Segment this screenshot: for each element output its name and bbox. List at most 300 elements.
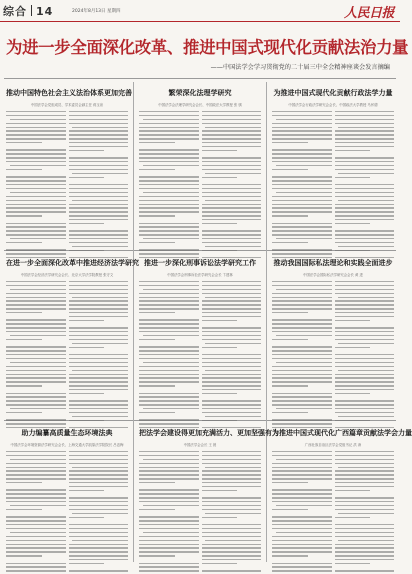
text-line (139, 463, 199, 464)
text-line (202, 381, 262, 382)
text-line (6, 509, 42, 510)
text-line (272, 516, 332, 517)
text-line (272, 536, 332, 537)
text-line (69, 528, 129, 529)
text-line (202, 374, 262, 375)
text-line (139, 223, 199, 224)
text-line (276, 459, 332, 460)
text-line (139, 544, 199, 545)
text-line (272, 566, 332, 567)
text-line (10, 192, 66, 193)
text-line (202, 474, 262, 475)
text-column (335, 451, 395, 574)
text-line (202, 509, 262, 510)
text-line (6, 370, 66, 371)
text-line (335, 470, 395, 471)
text-line (6, 223, 66, 224)
text-line (205, 416, 261, 417)
text-line (272, 312, 308, 313)
text-line (202, 528, 262, 529)
article-body (272, 281, 394, 431)
text-line (6, 304, 66, 305)
text-line (69, 408, 129, 409)
text-line (6, 377, 66, 378)
text-line (6, 138, 66, 139)
text-line (6, 354, 66, 355)
text-line (139, 377, 199, 378)
text-line (6, 130, 66, 131)
text-line (6, 308, 66, 309)
text-line (72, 370, 128, 371)
text-line (205, 246, 261, 247)
text-line (335, 312, 395, 313)
text-line (143, 362, 199, 363)
text-line (335, 188, 395, 189)
text-line (335, 331, 395, 332)
text-line (272, 482, 308, 483)
article-3 (272, 88, 394, 246)
text-line (202, 169, 262, 170)
article-1 (6, 88, 132, 246)
row-divider (4, 78, 396, 79)
text-line (272, 393, 332, 394)
text-line (6, 142, 42, 143)
text-line (69, 501, 129, 502)
text-line (6, 467, 66, 468)
text-line (69, 111, 129, 112)
text-line (335, 304, 395, 305)
text-line (272, 547, 332, 548)
text-line (6, 115, 66, 116)
text-line (69, 211, 129, 212)
page-headline: 为进一步全面深化改革、推进中国式现代化贡献法治力量 (6, 38, 409, 57)
text-line (143, 408, 199, 409)
text-line (338, 467, 394, 468)
text-line (139, 319, 199, 320)
text-line (6, 293, 66, 294)
text-line (10, 459, 66, 460)
text-line (69, 161, 129, 162)
text-line (139, 207, 199, 208)
article-title: 为推进中国式现代化贡献行政法学力量 (273, 88, 393, 97)
text-line (69, 524, 129, 525)
text-line (335, 347, 371, 348)
text-line (272, 200, 332, 201)
text-line (139, 180, 199, 181)
text-line (202, 497, 262, 498)
text-line (335, 169, 395, 170)
text-line (69, 289, 129, 290)
text-line (143, 238, 199, 239)
text-line (139, 304, 199, 305)
text-line (6, 400, 66, 401)
text-line (272, 540, 332, 541)
text-line (69, 374, 129, 375)
text-line (202, 555, 262, 556)
text-line (272, 134, 332, 135)
text-line (335, 119, 395, 120)
text-column (139, 111, 199, 261)
text-line (69, 188, 129, 189)
text-line (272, 196, 332, 197)
text-line (202, 404, 262, 405)
text-line (139, 374, 199, 375)
text-line (139, 467, 199, 468)
text-line (272, 242, 308, 243)
text-line (272, 176, 332, 177)
text-line (335, 161, 395, 162)
text-line (202, 138, 262, 139)
text-line (69, 327, 129, 328)
text-line (69, 119, 129, 120)
text-line (69, 234, 129, 235)
text-line (69, 381, 129, 382)
text-line (272, 153, 332, 154)
text-line (139, 551, 199, 552)
article-body (6, 451, 128, 574)
text-line (272, 223, 332, 224)
text-line (335, 316, 395, 317)
text-line (272, 396, 332, 397)
text-line (69, 420, 105, 421)
text-line (6, 563, 66, 564)
text-line (202, 289, 262, 290)
text-line (139, 412, 175, 413)
text-line (6, 176, 66, 177)
text-line (69, 219, 129, 220)
text-line (69, 393, 105, 394)
article-4 (6, 258, 139, 416)
text-line (272, 127, 332, 128)
text-line (202, 524, 262, 525)
article-body (272, 451, 394, 574)
article-byline: 中国法学会刑事诉讼法学研究会会长 卞建林 (167, 273, 233, 277)
text-line (6, 331, 66, 332)
text-line (69, 486, 129, 487)
text-line (335, 192, 395, 193)
text-line (139, 176, 199, 177)
text-line (69, 281, 129, 282)
text-line (69, 478, 129, 479)
text-line (69, 169, 129, 170)
text-line (335, 451, 395, 452)
text-line (10, 408, 66, 409)
text-line (69, 532, 129, 533)
text-line (6, 123, 66, 124)
text-line (202, 242, 262, 243)
text-line (10, 505, 66, 506)
text-line (202, 308, 262, 309)
text-line (202, 250, 238, 251)
text-line (202, 490, 238, 491)
text-line (272, 497, 332, 498)
text-line (335, 111, 395, 112)
text-line (6, 207, 66, 208)
text-line (335, 393, 371, 394)
text-line (202, 238, 262, 239)
text-line (69, 207, 129, 208)
column-divider (266, 82, 267, 562)
text-line (69, 238, 129, 239)
text-line (272, 419, 332, 420)
text-column (69, 281, 129, 431)
text-line (6, 497, 66, 498)
text-line (69, 146, 129, 147)
text-line (335, 463, 395, 464)
masthead (0, 0, 400, 22)
text-line (6, 188, 66, 189)
text-line (72, 297, 128, 298)
text-line (202, 400, 262, 401)
section-name: 综合 (3, 5, 27, 18)
text-line (335, 478, 395, 479)
text-line (335, 482, 395, 483)
text-line (335, 219, 395, 220)
text-line (69, 123, 129, 124)
text-line (272, 184, 332, 185)
text-line (338, 343, 394, 344)
text-line (335, 230, 395, 231)
text-line (272, 215, 308, 216)
text-line (69, 184, 129, 185)
text-line (10, 238, 66, 239)
text-column (139, 281, 199, 431)
text-column (202, 111, 262, 261)
text-line (139, 196, 199, 197)
text-line (69, 316, 129, 317)
text-line (139, 184, 199, 185)
text-line (205, 467, 261, 468)
text-line (69, 138, 129, 139)
text-line (139, 134, 199, 135)
text-line (202, 188, 262, 189)
text-line (6, 230, 66, 231)
text-line (276, 289, 332, 290)
text-line (202, 517, 238, 518)
text-line (272, 331, 332, 332)
text-line (338, 127, 394, 128)
article-6 (272, 258, 394, 416)
text-line (6, 451, 66, 452)
text-line (202, 312, 262, 313)
article-title: 推动我国国际私法理论和实践全面进步 (273, 258, 393, 267)
text-line (139, 300, 199, 301)
text-line (72, 343, 128, 344)
text-line (6, 215, 42, 216)
text-line (272, 142, 308, 143)
text-line (69, 412, 129, 413)
text-line (72, 513, 128, 514)
text-line (335, 320, 371, 321)
text-line (143, 335, 199, 336)
article-2 (139, 88, 261, 246)
text-line (72, 467, 128, 468)
text-line (272, 230, 332, 231)
text-line (202, 570, 262, 571)
text-column (69, 451, 129, 574)
text-line (143, 289, 199, 290)
text-line (272, 470, 332, 471)
text-line (139, 536, 199, 537)
text-line (139, 230, 199, 231)
text-line (6, 385, 42, 386)
text-line (272, 123, 332, 124)
text-line (202, 219, 262, 220)
text-line (335, 362, 395, 363)
text-line (69, 459, 129, 460)
text-line (335, 211, 395, 212)
text-line (139, 520, 199, 521)
text-line (6, 204, 66, 205)
text-line (272, 157, 332, 158)
text-line (272, 404, 332, 405)
text-line (139, 497, 199, 498)
text-line (139, 570, 199, 571)
text-line (6, 312, 42, 313)
text-line (335, 377, 395, 378)
text-line (6, 161, 66, 162)
text-line (6, 184, 66, 185)
text-line (335, 157, 395, 158)
text-line (69, 130, 129, 131)
text-line (139, 419, 199, 420)
text-line (69, 536, 129, 537)
text-line (205, 540, 261, 541)
text-line (335, 400, 395, 401)
text-line (202, 285, 262, 286)
article-byline: 中国法学会法理学研究会会长、中国政法大学教授 张 骐 (158, 103, 242, 107)
text-line (72, 416, 128, 417)
text-line (6, 404, 66, 405)
text-line (272, 455, 332, 456)
text-line (6, 319, 66, 320)
text-line (335, 281, 395, 282)
text-line (6, 463, 66, 464)
text-line (69, 312, 129, 313)
text-line (139, 285, 199, 286)
text-line (143, 505, 199, 506)
text-line (139, 226, 199, 227)
text-line (272, 346, 332, 347)
text-line (6, 134, 66, 135)
text-line (202, 470, 262, 471)
article-byline: 中国法学会会长 王 晨 (183, 443, 217, 447)
text-line (139, 396, 199, 397)
text-line (272, 339, 308, 340)
text-line (6, 196, 66, 197)
text-line (272, 570, 332, 571)
text-line (335, 536, 395, 537)
text-line (6, 528, 66, 529)
text-line (272, 249, 332, 250)
text-line (139, 161, 199, 162)
text-line (205, 513, 261, 514)
text-line (335, 123, 395, 124)
text-line (69, 563, 105, 564)
text-line (335, 308, 395, 309)
text-line (205, 370, 261, 371)
text-line (139, 478, 199, 479)
text-line (72, 200, 128, 201)
page-subheadline: ——中国法学会学习贯彻党的二十届三中全会精神座谈会发言摘编 (210, 64, 390, 71)
text-line (69, 304, 129, 305)
text-line (69, 544, 129, 545)
text-line (139, 354, 199, 355)
text-line (205, 127, 261, 128)
text-line (139, 242, 175, 243)
text-line (272, 377, 332, 378)
text-line (69, 547, 129, 548)
text-line (69, 285, 129, 286)
text-line (335, 289, 395, 290)
text-line (272, 281, 332, 282)
text-line (202, 134, 262, 135)
text-line (6, 566, 66, 567)
text-line (139, 350, 199, 351)
text-line (276, 532, 332, 533)
text-line (202, 234, 262, 235)
text-line (69, 470, 129, 471)
text-line (69, 389, 129, 390)
text-line (139, 297, 199, 298)
text-line (272, 423, 332, 424)
text-line (335, 497, 395, 498)
text-line (272, 323, 332, 324)
text-line (6, 300, 66, 301)
text-line (6, 478, 66, 479)
text-line (139, 293, 199, 294)
text-line (335, 354, 395, 355)
text-line (202, 293, 262, 294)
text-line (335, 381, 395, 382)
text-line (6, 412, 42, 413)
text-line (139, 346, 199, 347)
text-line (276, 408, 332, 409)
text-line (335, 327, 395, 328)
text-line (202, 316, 262, 317)
text-line (202, 327, 262, 328)
text-line (202, 177, 238, 178)
text-line (6, 127, 66, 128)
text-line (202, 501, 262, 502)
text-line (202, 544, 262, 545)
text-line (335, 366, 395, 367)
text-column (69, 111, 129, 261)
text-line (335, 570, 395, 571)
text-line (335, 412, 395, 413)
text-line (139, 423, 199, 424)
text-line (6, 366, 66, 367)
text-line (69, 339, 129, 340)
text-line (202, 389, 262, 390)
text-line (335, 335, 395, 336)
text-line (205, 173, 261, 174)
text-line (6, 524, 66, 525)
text-line (272, 130, 332, 131)
text-line (69, 497, 129, 498)
text-line (202, 111, 262, 112)
text-line (276, 119, 332, 120)
text-column (335, 281, 395, 431)
text-line (335, 300, 395, 301)
text-line (6, 536, 66, 537)
text-line (202, 300, 262, 301)
text-line (139, 528, 199, 529)
text-line (6, 242, 42, 243)
text-line (6, 285, 66, 286)
text-line (69, 559, 129, 560)
text-line (276, 505, 332, 506)
